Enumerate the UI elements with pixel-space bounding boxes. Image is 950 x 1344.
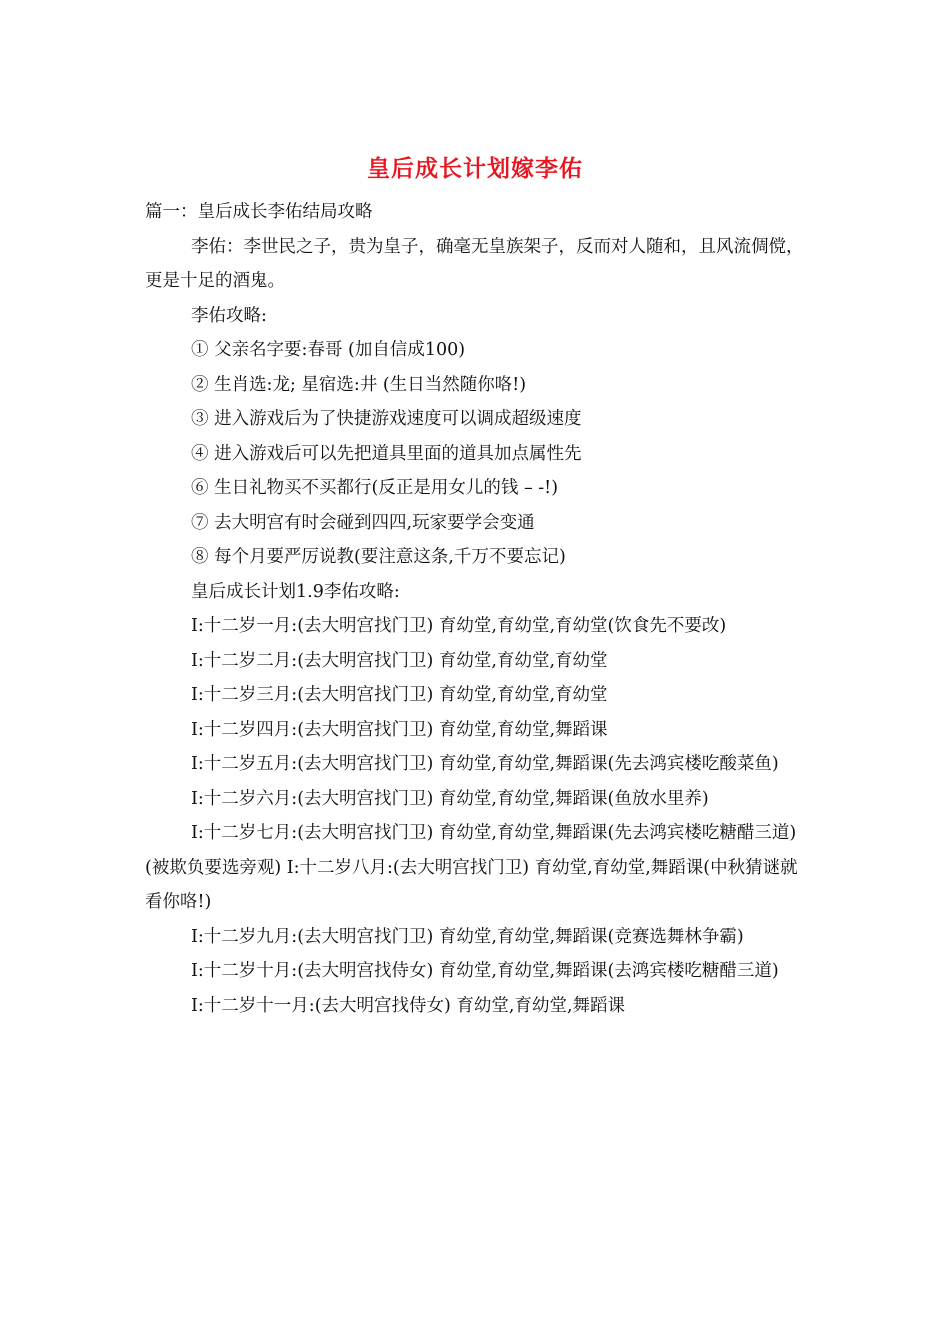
paragraph: 李佑：李世民之子，贵为皇子，确毫无皇族架子，反而对人随和，且风流倜傥，更是十足的酒鬼。 xyxy=(145,236,804,291)
list-item: ⑥ 生日礼物买不买都行(反正是用女儿的钱 – -!) xyxy=(191,478,559,498)
list-item: ④ 进入游戏后可以先把道具里面的道具加点属性先 xyxy=(191,443,582,464)
section-heading: 篇一：皇后成长李佑结局攻略 xyxy=(145,202,373,222)
guide-step: Ⅰ:十二岁二月:(去大明宫找门卫) 育幼堂,育幼堂,育幼堂 xyxy=(191,650,608,671)
guide-step: Ⅰ:十二岁三月:(去大明宫找门卫) 育幼堂,育幼堂,育幼堂 xyxy=(191,685,608,705)
guide-step: Ⅰ:十二岁十一月:(去大明宫找侍女) 育幼堂,育幼堂,舞蹈课 xyxy=(191,995,626,1016)
guide-step: Ⅰ:十二岁九月:(去大明宫找门卫) 育幼堂,育幼堂,舞蹈课(竞赛选舞林争霸) xyxy=(191,926,744,947)
paragraph: 李佑攻略: xyxy=(191,305,267,326)
guide-step: Ⅰ:十二岁四月:(去大明宫找门卫) 育幼堂,育幼堂,舞蹈课 xyxy=(191,719,608,740)
guide-step: Ⅰ:十二岁七月:(去大明宫找门卫) 育幼堂,育幼堂,舞蹈课(先去鸿宾楼吃糖醋三道) (被欺负要选旁观) Ⅰ:十二岁八月:(去大明宫找门卫) 育幼堂,育幼堂,舞蹈课(中秋猜谜就看你咯!) xyxy=(145,823,798,912)
list-item: ② 生肖选:龙; 星宿选:井 (生日当然随你咯!) xyxy=(191,374,527,395)
paragraph: 皇后成长计划1.9李佑攻略: xyxy=(191,581,400,602)
list-item: ① 父亲名字要:春哥 (加自信成100) xyxy=(191,340,466,360)
list-item: ⑦ 去大明宫有时会碰到四四,玩家要学会变通 xyxy=(191,512,535,533)
guide-step: Ⅰ:十二岁一月:(去大明宫找门卫) 育幼堂,育幼堂,育幼堂(饮食先不要改) xyxy=(191,616,727,636)
document-body xyxy=(145,195,810,1023)
list-item: ⑧ 每个月要严厉说教(要注意这条,千万不要忘记) xyxy=(191,547,566,567)
guide-step: Ⅰ:十二岁六月:(去大明宫找门卫) 育幼堂,育幼堂,舞蹈课(鱼放水里养) xyxy=(191,788,709,809)
guide-step: Ⅰ:十二岁十月:(去大明宫找侍女) 育幼堂,育幼堂,舞蹈课(去鸿宾楼吃糖醋三道) xyxy=(191,961,779,981)
guide-step: Ⅰ:十二岁五月:(去大明宫找门卫) 育幼堂,育幼堂,舞蹈课(先去鸿宾楼吃酸菜鱼) xyxy=(191,754,779,774)
list-item: ③ 进入游戏后为了快捷游戏速度可以调成超级速度 xyxy=(191,409,582,429)
document-title: 皇后成长计划嫁李佑 xyxy=(367,156,583,182)
